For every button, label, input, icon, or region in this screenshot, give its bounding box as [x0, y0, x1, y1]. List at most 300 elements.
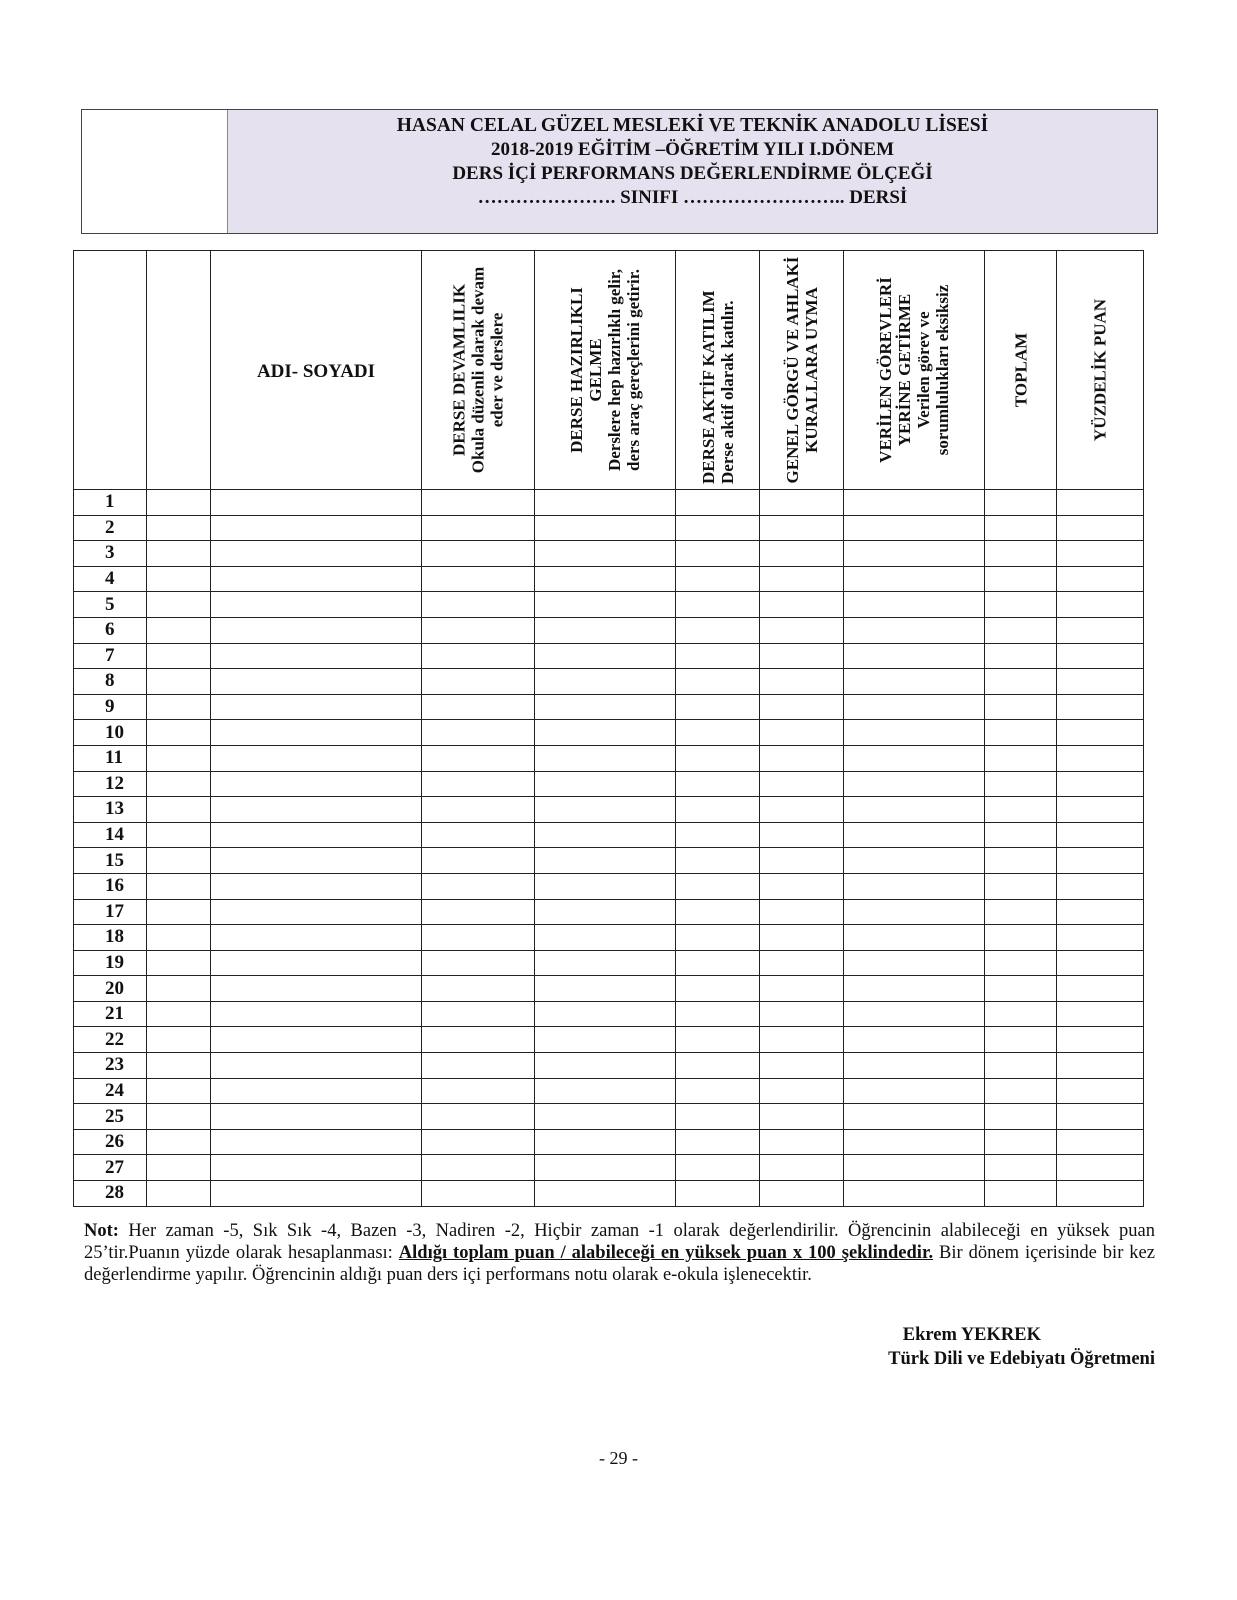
- table-cell[interactable]: [422, 976, 535, 1002]
- table-cell[interactable]: [676, 617, 760, 643]
- table-cell[interactable]: [844, 515, 985, 541]
- row-number: 28: [74, 1181, 147, 1207]
- table-cell[interactable]: [844, 643, 985, 669]
- table-cell[interactable]: [676, 1181, 760, 1207]
- c3-desc: Derse aktif olarak katılır.: [717, 300, 737, 484]
- table-cell[interactable]: [147, 541, 211, 567]
- table-cell[interactable]: [422, 1027, 535, 1053]
- table-cell[interactable]: [760, 643, 844, 669]
- c5-desc: Verilen görev ve sorumlulukları eksiksiz: [914, 284, 952, 456]
- table-cell[interactable]: [844, 848, 985, 874]
- table-cell[interactable]: [422, 797, 535, 823]
- table-cell[interactable]: [422, 771, 535, 797]
- table-cell[interactable]: [147, 873, 211, 899]
- table-cell[interactable]: [844, 1078, 985, 1104]
- row-number: 6: [74, 617, 147, 643]
- table-cell[interactable]: [535, 925, 676, 951]
- table-cell[interactable]: [422, 873, 535, 899]
- table-cell[interactable]: [985, 745, 1057, 771]
- table-cell[interactable]: [760, 1104, 844, 1130]
- table-cell[interactable]: [985, 1155, 1057, 1181]
- table-cell[interactable]: [760, 950, 844, 976]
- table-cell[interactable]: [985, 1129, 1057, 1155]
- table-cell[interactable]: [211, 1181, 422, 1207]
- table-cell[interactable]: [676, 1001, 760, 1027]
- table-cell[interactable]: [1057, 873, 1144, 899]
- table-cell[interactable]: [676, 1053, 760, 1079]
- table-cell[interactable]: [422, 925, 535, 951]
- table-cell[interactable]: [844, 822, 985, 848]
- table-cell[interactable]: [1057, 745, 1144, 771]
- table-cell[interactable]: [211, 976, 422, 1002]
- table-cell[interactable]: [422, 566, 535, 592]
- table-cell[interactable]: [985, 1001, 1057, 1027]
- table-cell[interactable]: [760, 1078, 844, 1104]
- header-logo-area: [82, 110, 228, 233]
- table-cell[interactable]: [211, 490, 422, 516]
- table-cell[interactable]: [1057, 669, 1144, 695]
- table-cell[interactable]: [147, 617, 211, 643]
- table-cell[interactable]: [535, 848, 676, 874]
- table-cell[interactable]: [1057, 694, 1144, 720]
- table-cell[interactable]: [844, 694, 985, 720]
- table-cell[interactable]: [844, 976, 985, 1002]
- table-cell[interactable]: [147, 694, 211, 720]
- table-cell[interactable]: [676, 669, 760, 695]
- table-cell[interactable]: [985, 925, 1057, 951]
- table-cell[interactable]: [760, 669, 844, 695]
- table-cell[interactable]: [211, 720, 422, 746]
- table-cell[interactable]: [147, 1027, 211, 1053]
- table-cell[interactable]: [985, 515, 1057, 541]
- table-cell[interactable]: [1057, 1053, 1144, 1079]
- table-cell[interactable]: [760, 617, 844, 643]
- table-cell[interactable]: [535, 1104, 676, 1130]
- table-cell[interactable]: [760, 592, 844, 618]
- table-cell[interactable]: [760, 925, 844, 951]
- table-cell[interactable]: [676, 515, 760, 541]
- table-cell[interactable]: [422, 592, 535, 618]
- table-cell[interactable]: [147, 592, 211, 618]
- table-cell[interactable]: [147, 515, 211, 541]
- header-verilen-gorevler: [844, 251, 985, 490]
- table-cell[interactable]: [535, 1155, 676, 1181]
- table-cell[interactable]: [211, 925, 422, 951]
- table-cell[interactable]: [147, 745, 211, 771]
- table-cell[interactable]: [760, 541, 844, 567]
- table-cell[interactable]: [147, 1053, 211, 1079]
- table-cell[interactable]: [1057, 976, 1144, 1002]
- table-cell[interactable]: [760, 1181, 844, 1207]
- table-cell[interactable]: [985, 1027, 1057, 1053]
- table-cell[interactable]: [211, 797, 422, 823]
- table-cell[interactable]: [1057, 797, 1144, 823]
- table-cell[interactable]: [211, 848, 422, 874]
- table-cell[interactable]: [844, 541, 985, 567]
- table-cell[interactable]: [985, 771, 1057, 797]
- table-cell[interactable]: [985, 566, 1057, 592]
- table-row: [74, 1053, 1144, 1079]
- row-number: 25: [74, 1104, 147, 1130]
- teacher-role: Türk Dili ve Edebiyatı Öğretmeni: [888, 1349, 1155, 1369]
- table-cell[interactable]: [535, 771, 676, 797]
- table-cell[interactable]: [676, 1129, 760, 1155]
- table-cell[interactable]: [760, 566, 844, 592]
- table-cell[interactable]: [422, 617, 535, 643]
- table-cell[interactable]: [422, 1001, 535, 1027]
- table-cell[interactable]: [535, 541, 676, 567]
- header-adi-soyadi: ADI- SOYADI: [211, 251, 422, 490]
- row-number: 2: [74, 515, 147, 541]
- table-cell[interactable]: [676, 797, 760, 823]
- table-cell[interactable]: [535, 745, 676, 771]
- table-cell[interactable]: [535, 1001, 676, 1027]
- table-row: [74, 1078, 1144, 1104]
- table-cell[interactable]: [422, 1129, 535, 1155]
- table-cell[interactable]: [147, 822, 211, 848]
- table-cell[interactable]: [535, 950, 676, 976]
- table-row: [74, 1181, 1144, 1207]
- header-derse-aktif-katilim: [676, 251, 760, 490]
- table-row: [74, 694, 1144, 720]
- table-cell[interactable]: [844, 1053, 985, 1079]
- table-cell[interactable]: [676, 925, 760, 951]
- table-cell[interactable]: [1057, 1181, 1144, 1207]
- table-cell[interactable]: [760, 899, 844, 925]
- table-cell[interactable]: [676, 873, 760, 899]
- note-formula: Aldığı toplam puan / alabileceği en yüksek puan x 100 şeklindedir.: [398, 1243, 934, 1263]
- table-cell[interactable]: [760, 848, 844, 874]
- table-cell[interactable]: [535, 592, 676, 618]
- table-cell[interactable]: [676, 1104, 760, 1130]
- table-cell[interactable]: [760, 694, 844, 720]
- table-cell[interactable]: [985, 643, 1057, 669]
- table-cell[interactable]: [985, 541, 1057, 567]
- table-cell[interactable]: [211, 873, 422, 899]
- table-cell[interactable]: [535, 617, 676, 643]
- table-cell[interactable]: [147, 950, 211, 976]
- table-row: [74, 822, 1144, 848]
- table-cell[interactable]: [676, 541, 760, 567]
- table-cell[interactable]: [676, 899, 760, 925]
- table-cell[interactable]: [760, 797, 844, 823]
- table-cell[interactable]: [147, 1181, 211, 1207]
- table-cell[interactable]: [211, 1027, 422, 1053]
- table-cell[interactable]: [985, 592, 1057, 618]
- table-row: [74, 490, 1144, 516]
- table-cell[interactable]: [844, 771, 985, 797]
- table-cell[interactable]: [676, 592, 760, 618]
- table-cell[interactable]: [535, 822, 676, 848]
- table-cell[interactable]: [535, 899, 676, 925]
- table-row: [74, 745, 1144, 771]
- table-cell[interactable]: [844, 745, 985, 771]
- table-cell[interactable]: [1057, 899, 1144, 925]
- school-name: HASAN CELAL GÜZEL MESLEKİ VE TEKNİK ANADOLU LİSESİ: [396, 115, 989, 136]
- note-paragraph: [84, 1220, 1155, 1286]
- table-row: [74, 643, 1144, 669]
- table-cell[interactable]: [1057, 566, 1144, 592]
- header-derse-devamlilik: [422, 251, 535, 490]
- table-cell[interactable]: [535, 720, 676, 746]
- table-cell[interactable]: [985, 797, 1057, 823]
- c3-title: DERSE AKTİF KATILIM: [698, 290, 718, 484]
- table-cell[interactable]: [147, 669, 211, 695]
- table-cell[interactable]: [147, 797, 211, 823]
- table-cell[interactable]: [422, 822, 535, 848]
- table-cell[interactable]: [985, 1078, 1057, 1104]
- form-title: DERS İÇİ PERFORMANS DEĞERLENDİRME ÖLÇEĞİ: [452, 163, 933, 184]
- table-cell[interactable]: [147, 848, 211, 874]
- table-cell[interactable]: [985, 694, 1057, 720]
- c2-desc: Derslere hep hazırlıklı gelir, ders araç gereçlerini getirir.: [605, 268, 643, 472]
- table-cell[interactable]: [760, 1053, 844, 1079]
- table-cell[interactable]: [844, 490, 985, 516]
- table-body: [74, 490, 1144, 1207]
- table-cell[interactable]: [422, 899, 535, 925]
- table-cell[interactable]: [211, 515, 422, 541]
- row-number: 23: [74, 1053, 147, 1079]
- table-cell[interactable]: [147, 1001, 211, 1027]
- table-cell[interactable]: [147, 1129, 211, 1155]
- row-number: 15: [74, 848, 147, 874]
- table-cell[interactable]: [760, 976, 844, 1002]
- table-cell[interactable]: [147, 976, 211, 1002]
- table-row: [74, 1104, 1144, 1130]
- row-number: 18: [74, 925, 147, 951]
- table-cell[interactable]: [422, 1104, 535, 1130]
- table-cell[interactable]: [1057, 1129, 1144, 1155]
- table-cell[interactable]: [844, 925, 985, 951]
- row-number: 8: [74, 669, 147, 695]
- table-cell[interactable]: [422, 669, 535, 695]
- table-cell[interactable]: [211, 617, 422, 643]
- table-cell[interactable]: [535, 1027, 676, 1053]
- table-cell[interactable]: [1057, 490, 1144, 516]
- table-cell[interactable]: [422, 490, 535, 516]
- table-cell[interactable]: [535, 1078, 676, 1104]
- table-cell[interactable]: [211, 541, 422, 567]
- table-cell[interactable]: [1057, 515, 1144, 541]
- table-cell[interactable]: [422, 848, 535, 874]
- table-cell[interactable]: [211, 771, 422, 797]
- table-cell[interactable]: [211, 643, 422, 669]
- table-row: [74, 950, 1144, 976]
- table-cell[interactable]: [1057, 643, 1144, 669]
- table-cell[interactable]: [985, 899, 1057, 925]
- table-cell[interactable]: [760, 771, 844, 797]
- table-cell[interactable]: [422, 720, 535, 746]
- table-cell[interactable]: [535, 1129, 676, 1155]
- table-cell[interactable]: [1057, 848, 1144, 874]
- table-cell[interactable]: [211, 745, 422, 771]
- table-cell[interactable]: [1057, 822, 1144, 848]
- table-cell[interactable]: [1057, 1155, 1144, 1181]
- table-cell[interactable]: [1057, 925, 1144, 951]
- table-cell[interactable]: [535, 643, 676, 669]
- table-cell[interactable]: [147, 1078, 211, 1104]
- table-cell[interactable]: [1057, 771, 1144, 797]
- table-cell[interactable]: [211, 1104, 422, 1130]
- table-cell[interactable]: [985, 1181, 1057, 1207]
- table-row: [74, 771, 1144, 797]
- table-cell[interactable]: [985, 1104, 1057, 1130]
- table-cell[interactable]: [147, 925, 211, 951]
- table-cell[interactable]: [676, 848, 760, 874]
- table-cell[interactable]: [211, 1155, 422, 1181]
- table-cell[interactable]: [844, 797, 985, 823]
- table-cell[interactable]: [985, 490, 1057, 516]
- academic-year: 2018-2019 EĞİTİM –ÖĞRETİM YILI I.DÖNEM: [490, 139, 895, 160]
- table-row: [74, 1155, 1144, 1181]
- table-cell[interactable]: [211, 1129, 422, 1155]
- table-cell[interactable]: [985, 669, 1057, 695]
- table-cell[interactable]: [147, 1155, 211, 1181]
- table-row: [74, 797, 1144, 823]
- table-row: [74, 848, 1144, 874]
- table-cell[interactable]: [844, 1027, 985, 1053]
- table-cell[interactable]: [985, 976, 1057, 1002]
- table-cell[interactable]: [147, 720, 211, 746]
- table-cell[interactable]: [211, 1053, 422, 1079]
- table-row: [74, 1129, 1144, 1155]
- table-cell[interactable]: [844, 720, 985, 746]
- table-cell[interactable]: [422, 515, 535, 541]
- table-cell[interactable]: [985, 617, 1057, 643]
- table-cell[interactable]: [844, 1104, 985, 1130]
- table-cell[interactable]: [844, 617, 985, 643]
- table-cell[interactable]: [985, 720, 1057, 746]
- table-cell[interactable]: [760, 1129, 844, 1155]
- table-cell[interactable]: [760, 490, 844, 516]
- table-cell[interactable]: [985, 848, 1057, 874]
- table-cell[interactable]: [676, 566, 760, 592]
- table-cell[interactable]: [1057, 950, 1144, 976]
- header-no: [147, 251, 211, 490]
- table-cell[interactable]: [535, 1053, 676, 1079]
- table-cell[interactable]: [211, 592, 422, 618]
- table-cell[interactable]: [422, 541, 535, 567]
- table-cell[interactable]: [1057, 720, 1144, 746]
- table-cell[interactable]: [844, 950, 985, 976]
- table-cell[interactable]: [760, 515, 844, 541]
- table-cell[interactable]: [760, 822, 844, 848]
- table-cell[interactable]: [676, 1027, 760, 1053]
- table-row: [74, 541, 1144, 567]
- table-cell[interactable]: [535, 873, 676, 899]
- table-cell[interactable]: [147, 899, 211, 925]
- table-cell[interactable]: [422, 1078, 535, 1104]
- table-cell[interactable]: [422, 1155, 535, 1181]
- table-cell[interactable]: [211, 1001, 422, 1027]
- table-cell[interactable]: [422, 1053, 535, 1079]
- table-cell[interactable]: [676, 822, 760, 848]
- table-cell[interactable]: [1057, 1078, 1144, 1104]
- table-row: [74, 515, 1144, 541]
- table-cell[interactable]: [211, 669, 422, 695]
- table-cell[interactable]: [535, 515, 676, 541]
- table-cell[interactable]: [676, 490, 760, 516]
- table-cell[interactable]: [422, 1181, 535, 1207]
- table-cell[interactable]: [844, 1155, 985, 1181]
- table-cell[interactable]: [1057, 1001, 1144, 1027]
- table-cell[interactable]: [676, 745, 760, 771]
- table-cell[interactable]: [676, 1078, 760, 1104]
- table-cell[interactable]: [535, 1181, 676, 1207]
- table-cell[interactable]: [676, 643, 760, 669]
- table-cell[interactable]: [985, 1053, 1057, 1079]
- table-cell[interactable]: [844, 1129, 985, 1155]
- table-cell[interactable]: [211, 1078, 422, 1104]
- table-cell[interactable]: [422, 950, 535, 976]
- table-cell[interactable]: [535, 694, 676, 720]
- table-cell[interactable]: [985, 822, 1057, 848]
- header-derse-hazirlikli: [535, 251, 676, 490]
- table-cell[interactable]: [211, 694, 422, 720]
- table-cell[interactable]: [1057, 541, 1144, 567]
- table-cell[interactable]: [1057, 617, 1144, 643]
- note-text-2: Bir dönem içerisinde bir kez değerlendirme yapılır. Öğrencinin aldığı puan ders içi performans notu olarak e-okula işlenecektir.: [84, 1243, 1155, 1285]
- table-cell[interactable]: [844, 873, 985, 899]
- table-cell[interactable]: [1057, 592, 1144, 618]
- table-cell[interactable]: [985, 950, 1057, 976]
- table-cell[interactable]: [535, 669, 676, 695]
- table-cell[interactable]: [844, 566, 985, 592]
- table-cell[interactable]: [676, 976, 760, 1002]
- table-cell[interactable]: [676, 694, 760, 720]
- table-cell[interactable]: [422, 745, 535, 771]
- table-cell[interactable]: [211, 822, 422, 848]
- table-cell[interactable]: [760, 1155, 844, 1181]
- table-cell[interactable]: [535, 490, 676, 516]
- table-cell[interactable]: [422, 643, 535, 669]
- table-cell[interactable]: [676, 771, 760, 797]
- signature-block: [888, 1323, 1155, 1371]
- table-cell[interactable]: [211, 566, 422, 592]
- table-cell[interactable]: [760, 873, 844, 899]
- c1-title: DERSE DEVAMLILIK: [449, 283, 469, 457]
- table-cell[interactable]: [1057, 1104, 1144, 1130]
- table-cell[interactable]: [1057, 1027, 1144, 1053]
- table-cell[interactable]: [760, 1001, 844, 1027]
- table-cell[interactable]: [676, 950, 760, 976]
- table-cell[interactable]: [147, 1104, 211, 1130]
- table-cell[interactable]: [844, 899, 985, 925]
- table-cell[interactable]: [422, 694, 535, 720]
- table-cell[interactable]: [760, 720, 844, 746]
- table-cell[interactable]: [844, 592, 985, 618]
- table-cell[interactable]: [147, 566, 211, 592]
- table-cell[interactable]: [985, 873, 1057, 899]
- table-cell[interactable]: [844, 669, 985, 695]
- table-cell[interactable]: [147, 771, 211, 797]
- table-cell[interactable]: [147, 643, 211, 669]
- table-cell[interactable]: [844, 1001, 985, 1027]
- table-cell[interactable]: [211, 950, 422, 976]
- table-cell[interactable]: [211, 899, 422, 925]
- table-cell[interactable]: [535, 797, 676, 823]
- table-cell[interactable]: [147, 490, 211, 516]
- table-cell[interactable]: [676, 1155, 760, 1181]
- table-cell[interactable]: [535, 566, 676, 592]
- table-header-row: [74, 251, 1144, 490]
- table-cell[interactable]: [676, 720, 760, 746]
- c1-desc: Okula düzenli olarak devam eder ve derslere: [468, 266, 507, 474]
- table-cell[interactable]: [760, 1027, 844, 1053]
- table-cell[interactable]: [844, 1181, 985, 1207]
- table-cell[interactable]: [760, 745, 844, 771]
- table-cell[interactable]: [535, 976, 676, 1002]
